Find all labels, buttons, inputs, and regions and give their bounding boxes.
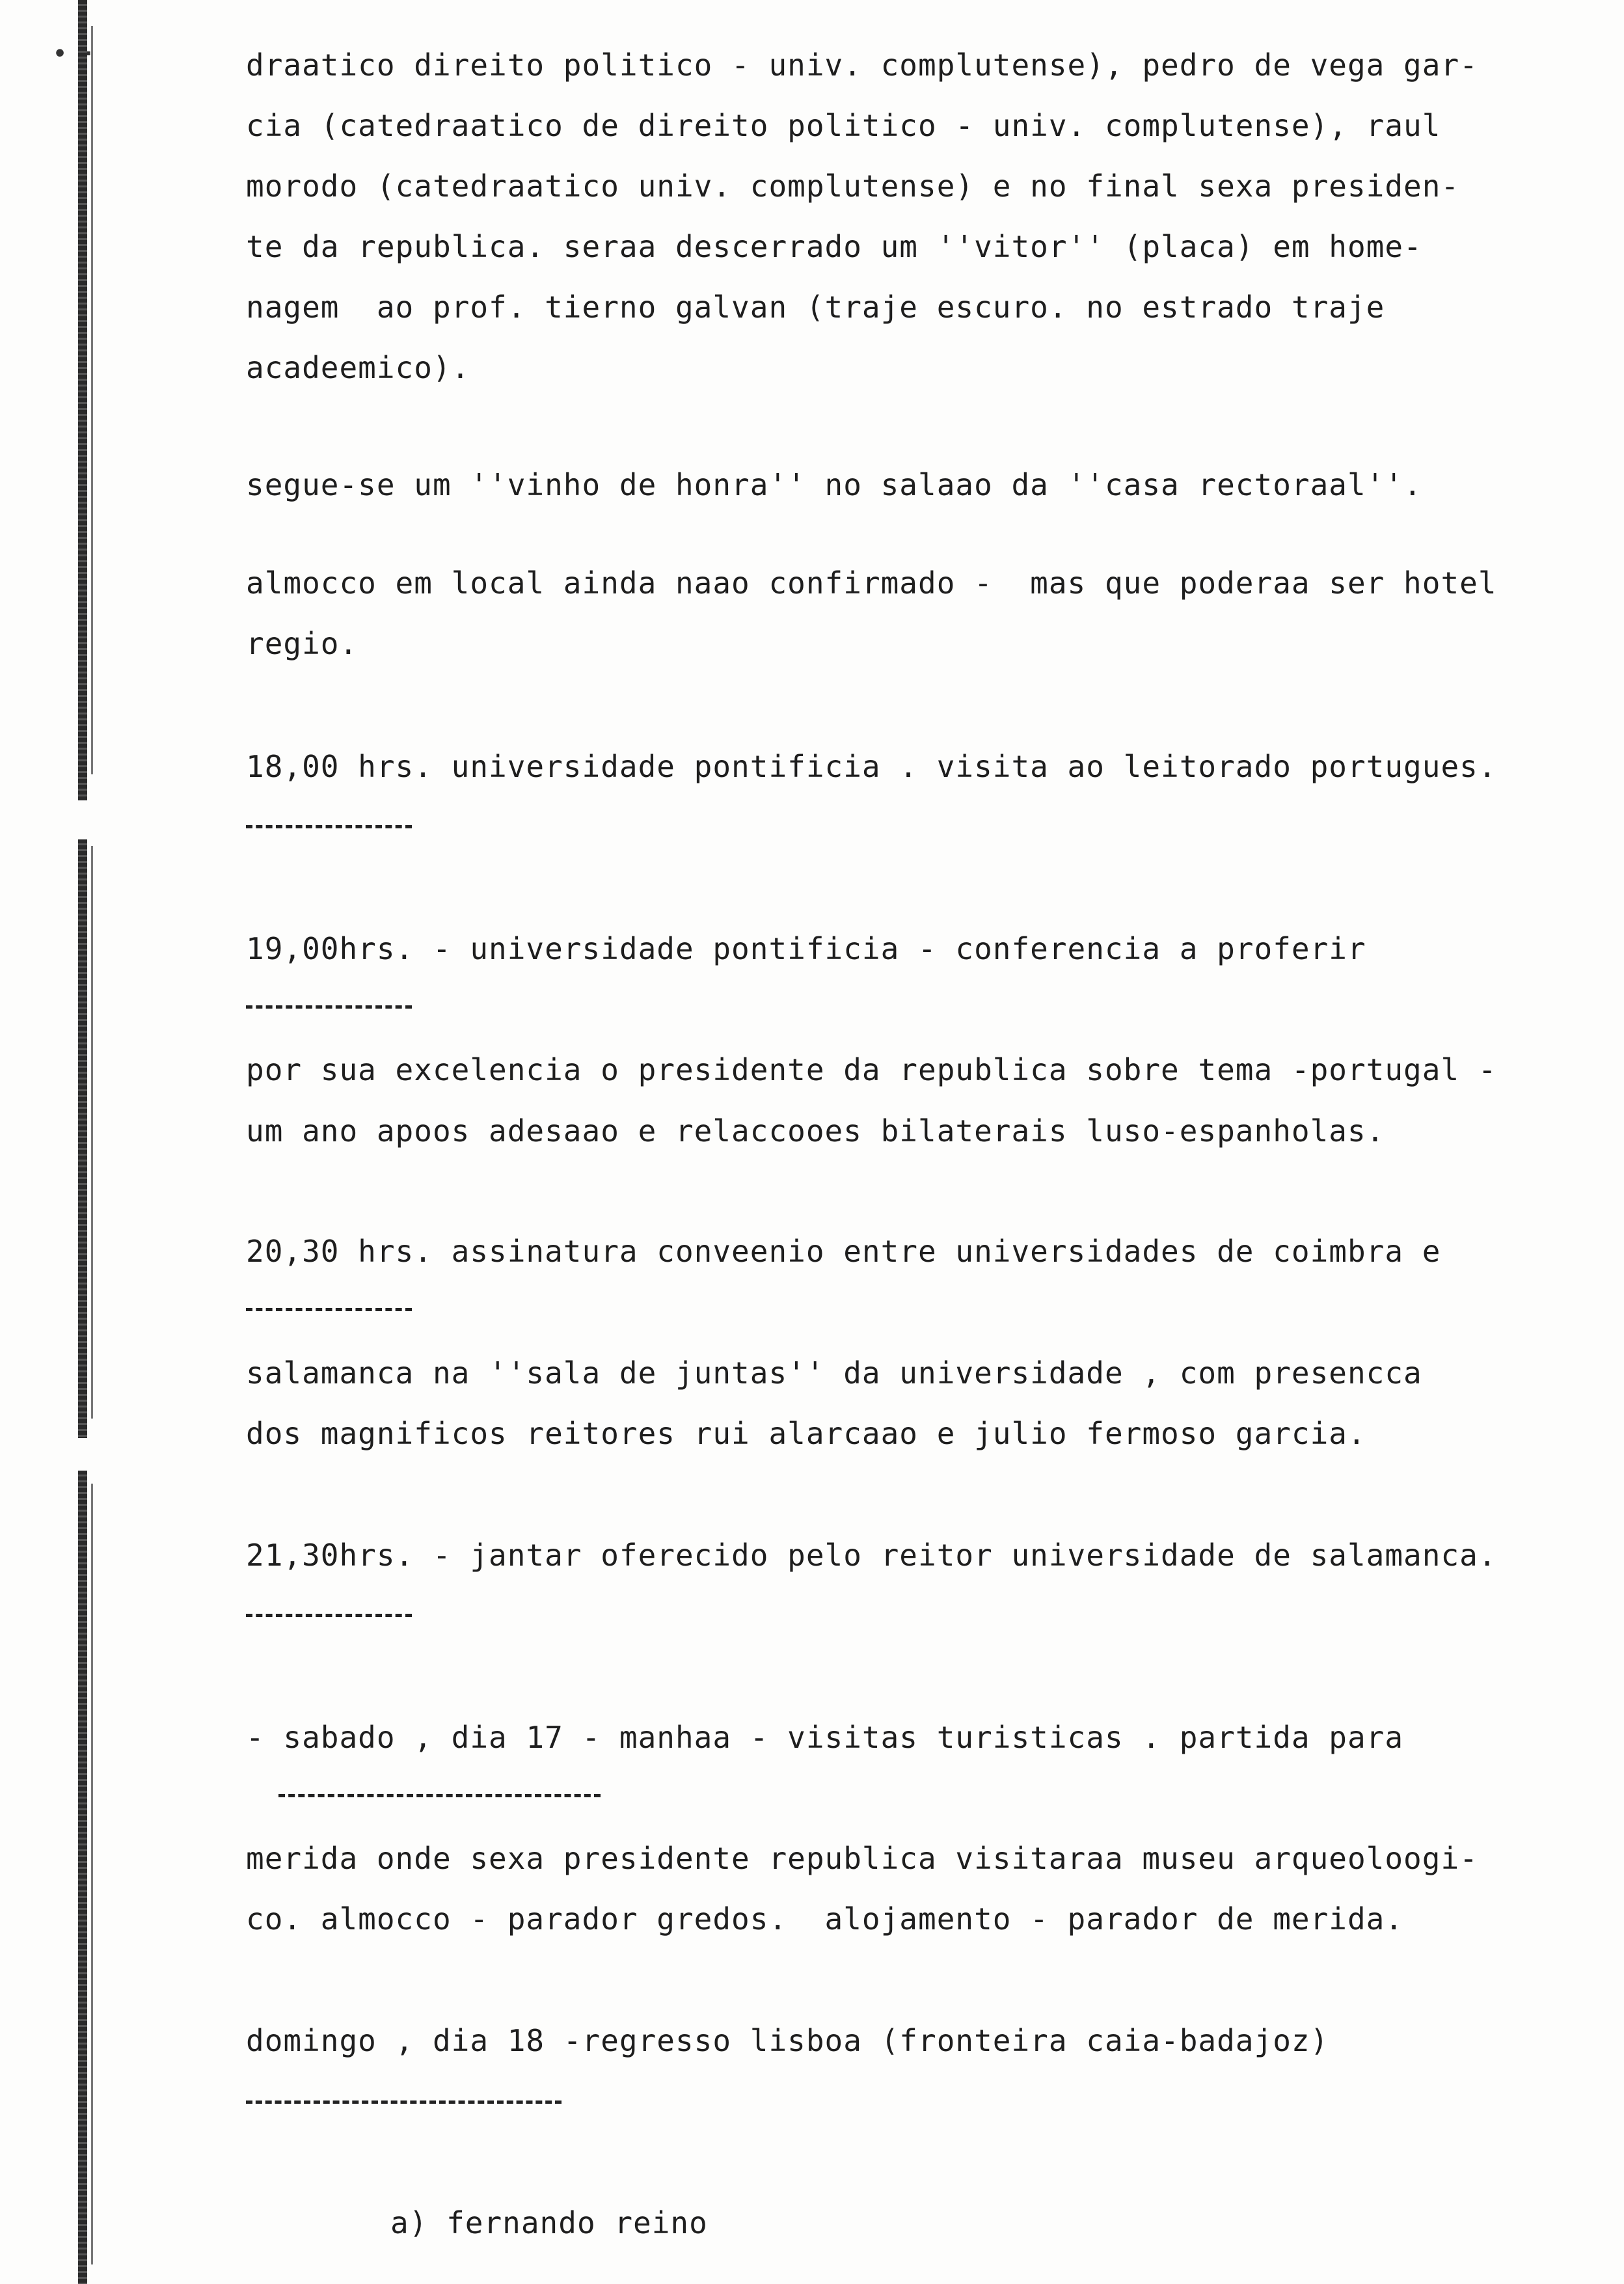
text-line: acadeemico). xyxy=(246,350,470,385)
binding-edge-artifact xyxy=(78,0,87,800)
underline xyxy=(278,1794,601,1797)
text-line: morodo (catedraatico univ. complutense) e no final sexa presiden- xyxy=(246,169,1460,204)
text-line: merida onde sexa presidente republica visitaraa museu arqueoloogi- xyxy=(246,1841,1478,1876)
schedule-entry: 20,30 hrs. assinatura conveenio entre universidades de coimbra e xyxy=(246,1234,1441,1269)
schedule-entry: - sabado , dia 17 - manhaa - visitas turisticas . partida para xyxy=(246,1720,1404,1755)
underline xyxy=(246,825,412,828)
underline xyxy=(246,1614,412,1617)
text-line: por sua excelencia o presidente da republica sobre tema -portugal - xyxy=(246,1052,1497,1087)
schedule-entry: domingo , dia 18 -regresso lisboa (fronteira caia-badajoz) xyxy=(246,2023,1329,2058)
binding-edge-artifact xyxy=(78,839,87,1438)
text-line: almocco em local ainda naao confirmado - mas que poderaa ser hotel xyxy=(246,565,1497,601)
binding-edge-artifact xyxy=(78,1471,87,2284)
binding-edge-line xyxy=(91,26,93,774)
scan-mark-icon: •· xyxy=(52,39,110,69)
text-line: dos magnificos reitores rui alarcaao e julio fermoso garcia. xyxy=(246,1416,1366,1451)
binding-edge-line xyxy=(91,846,93,1419)
schedule-entry: 19,00hrs. - universidade pontificia - conferencia a proferir xyxy=(246,931,1366,966)
text-line: salamanca na ''sala de juntas'' da universidade , com presencca xyxy=(246,1355,1422,1391)
text-line: cia (catedraatico de direito politico - univ. complutense), raul xyxy=(246,108,1441,143)
signature: a) fernando reino xyxy=(390,2205,708,2240)
text-line: segue-se um ''vinho de honra'' no salaao da ''casa rectoraal''. xyxy=(246,467,1422,502)
text-line: draatico direito politico - univ. complutense), pedro de vega gar- xyxy=(246,48,1478,83)
underline xyxy=(246,1308,412,1311)
schedule-entry: 18,00 hrs. universidade pontificia . visita ao leitorado portugues. xyxy=(246,749,1497,784)
text-line: te da republica. seraa descerrado um ''vitor'' (placa) em home- xyxy=(246,229,1422,264)
binding-edge-line xyxy=(91,1484,93,2264)
underline xyxy=(246,1005,412,1009)
schedule-entry: 21,30hrs. - jantar oferecido pelo reitor universidade de salamanca. xyxy=(246,1538,1497,1573)
text-line: regio. xyxy=(246,626,359,661)
text-line: co. almocco - parador gredos. alojamento - parador de merida. xyxy=(246,1901,1404,1937)
text-line: um ano apoos adesaao e relaccooes bilaterais luso-espanholas. xyxy=(246,1113,1385,1149)
underline xyxy=(246,2100,562,2104)
text-line: nagem ao prof. tierno galvan (traje escuro. no estrado traje xyxy=(246,290,1385,325)
